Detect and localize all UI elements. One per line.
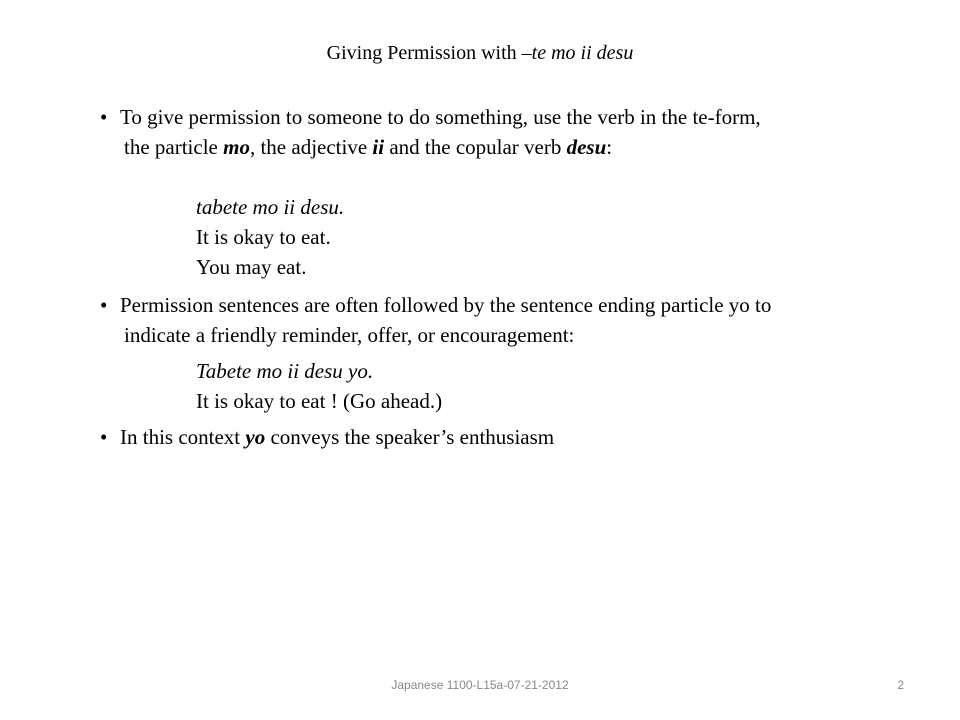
example-1-translation-1: It is okay to eat. [196, 225, 331, 249]
example-1-translation-2: You may eat. [196, 255, 307, 279]
example-1-japanese: tabete mo ii desu. [196, 195, 345, 219]
bullet-1-text-c: and the copular verb [384, 135, 567, 159]
term-mo: mo [223, 135, 250, 159]
bullet-1-line-1: To give permission to someone to do something, use the verb in the te-form, [120, 105, 761, 129]
bullet-1-text-b: , the adjective [249, 135, 373, 159]
bullet-3-text-b: conveys the speaker’s enthusiasm [265, 425, 555, 449]
example-2-translation: It is okay to eat ! (Go ahead.) [196, 389, 443, 413]
term-yo: yo [245, 425, 266, 449]
bullet-2-marker: • [100, 293, 108, 317]
bullet-3 [100, 422, 880, 452]
slide-title-text: Giving Permission with [326, 42, 522, 64]
bullet-3-text-a: In this context [120, 425, 246, 449]
page-number: 2 [897, 678, 904, 692]
bullet-1-text-d: : [606, 135, 613, 159]
bullet-2-line-2: indicate a friendly reminder, offer, or encouragement: [124, 323, 575, 347]
bullet-1 [100, 102, 880, 132]
bullet-1-marker: • [100, 105, 108, 129]
slide-title-italic: –te mo ii desu [521, 42, 634, 64]
term-desu: desu [566, 135, 607, 159]
bullet-2-line-1: Permission sentences are often followed by the sentence ending particle yo to [120, 293, 772, 317]
slide-body [100, 102, 880, 452]
bullet-1-line-2 [100, 132, 880, 162]
example-2-japanese: Tabete mo ii desu yo. [196, 359, 374, 383]
bullet-1-text-a: the particle [124, 135, 224, 159]
term-ii: ii [372, 135, 385, 159]
bullet-3-marker: • [100, 425, 108, 449]
bullet-2 [100, 290, 880, 320]
slide-footer: Japanese 1100-L15a-07-21-2012 [391, 678, 569, 692]
slide-title [0, 40, 960, 66]
